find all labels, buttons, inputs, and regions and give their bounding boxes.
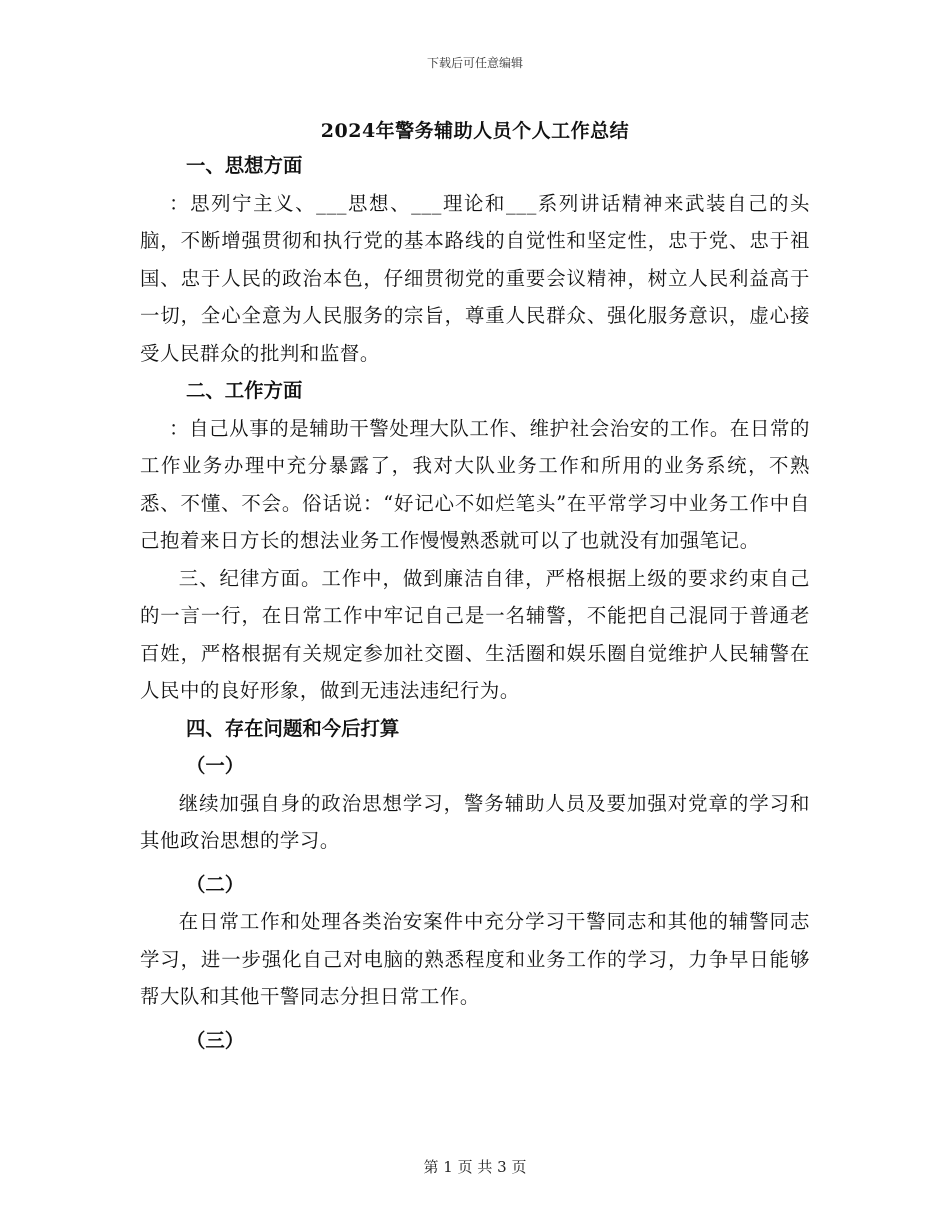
subparagraph-one: 继续加强自身的政治思想学习，警务辅助人员及要加强对党章的学习和其他政治思想的学习。 [140, 791, 810, 852]
subheading-two: （二） [186, 872, 245, 896]
section-paragraph-work: ：自己从事的是辅助干警处理大队工作、维护社会治安的工作。在日常的工作业务办理中充分暴露了，我对大队业务工作和所用的业务系统，不熟悉、不懂、不会。俗话说：“好记心不如烂笔头”在平常学习中业务工作中自己抱着来日方长的想法业务工作慢慢熟悉就可以了也就没有加强笔记。 [140, 416, 810, 552]
page-footer: 第 1 页 共 3 页 [423, 1158, 527, 1176]
section-paragraph-thought: ：思列宁主义、___思想、___理论和___系列讲话精神来武装自己的头脑，不断增强贯彻和执行党的基本路线的自觉性和坚定性，忠于党、忠于祖国、忠于人民的政治本色，仔细贯彻党的重要会议精神，树立人民利益高于一切，全心全意为人民服务的宗旨，尊重人民群众、强化服务意识，虚心接受人民群众的批判和监督。 [140, 191, 810, 365]
section-paragraph-discipline: 三、纪律方面。工作中，做到廉洁自律，严格根据上级的要求约束自己的一言一行，在日常工作中牢记自己是一名辅警，不能把自己混同于普通老百姓，严格根据有关规定参加社交圈、生活圈和娱乐圈自觉维护人民辅警在人民中的良好形象，做到无违法违纪行为。 [140, 566, 810, 702]
header-note: 下载后可任意编辑 [426, 56, 523, 70]
section-heading-thought: 一、思想方面 [186, 154, 303, 177]
document-body [140, 147, 810, 1059]
section-heading-work: 二、工作方面 [186, 379, 303, 402]
subheading-three: （三） [186, 1028, 245, 1052]
document-title: 2024年警务辅助人员个人工作总结 [320, 120, 630, 142]
subheading-one: （一） [186, 754, 245, 777]
section-heading-problems: 四、存在问题和今后打算 [186, 716, 400, 740]
subparagraph-two: 在日常工作和处理各类治安案件中充分学习干警同志和其他的辅警同志学习，进一步强化自己对电脑的熟悉程度和业务工作的学习，力争早日能够帮大队和其他干警同志分担日常工作。 [140, 910, 810, 1008]
